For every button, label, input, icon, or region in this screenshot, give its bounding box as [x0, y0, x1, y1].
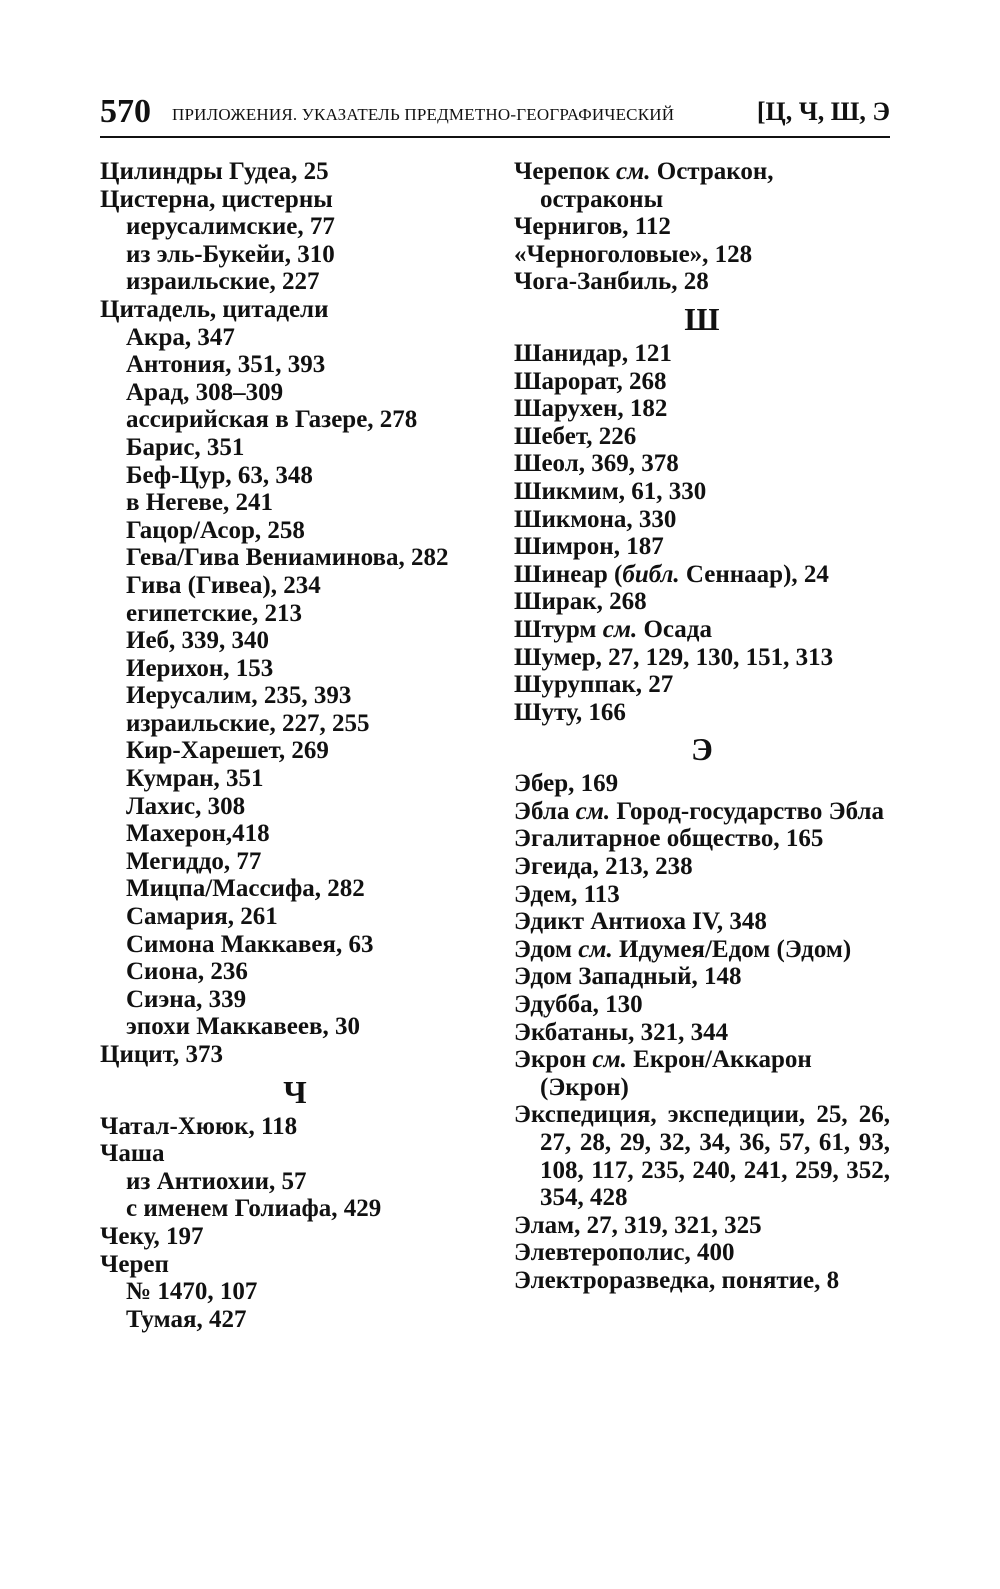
section-letter-ch: Ч [283, 1073, 307, 1110]
index-entry: Череп [100, 1250, 169, 1278]
cross-reference-marker: см. [592, 1046, 627, 1074]
index-entry: Эдикт Антиоха IV, 348 [514, 908, 767, 936]
index-subentry: Беф-Цур, 63, 348 [126, 461, 313, 489]
index-subentry: египетские, 213 [126, 599, 302, 627]
index-subentry: Иерусалим, 235, 393 [126, 682, 352, 710]
index-entry: Эгалитарное общество, 165 [514, 825, 824, 853]
index-entry: Эдем, 113 [514, 880, 620, 908]
index-subentry: Иеб, 339, 340 [126, 627, 270, 655]
index-entry: Электроразведка, понятие, 8 [514, 1266, 840, 1294]
index-entry: Черепок см. Остракон, остраконы [514, 158, 774, 213]
index-subentry: Кир-Харешет, 269 [126, 737, 329, 765]
index-subentry: Сиэна, 339 [126, 985, 247, 1013]
index-subentry: Махерон,418 [126, 820, 270, 848]
index-entry: Экбатаны, 321, 344 [514, 1018, 729, 1046]
index-column-right [514, 158, 890, 1295]
index-entry: Эбер, 169 [514, 770, 619, 798]
index-entry: Элам, 27, 319, 321, 325 [514, 1211, 762, 1239]
index-subentry: Антония, 351, 393 [126, 351, 326, 379]
cross-reference-marker: см. [616, 158, 651, 185]
index-subentry: из эль-Букейи, 310 [126, 240, 335, 268]
index-subentry: Арад, 308–309 [126, 378, 284, 406]
page-number: 570 [100, 93, 151, 130]
index-subentry: Сиона, 236 [126, 958, 248, 986]
index-entry: Шуту, 166 [514, 698, 626, 726]
index-entry: Чернигов, 112 [514, 213, 671, 241]
index-entry: Шимрон, 187 [514, 533, 664, 561]
index-entry: Экспедиция, экспедиции, 25, 26, 27, 28, 29, 32, 34, 36, 57, 61, 93, 108, 117, 235, 240, 241, 259, 352, 354, 428 [514, 1101, 890, 1212]
index-subentry: из Антиохии, 57 [126, 1167, 307, 1195]
running-title: ПРИЛОЖЕНИЯ. УКАЗАТЕЛЬ ПРЕДМЕТНО-ГЕОГРАФИЧЕСКИЙ [172, 105, 675, 124]
index-subentry: № 1470, 107 [126, 1278, 258, 1306]
section-letter-e: Э [691, 731, 713, 768]
index-subentry: Самария, 261 [126, 903, 278, 931]
index-subentry: Симона Маккавея, 63 [126, 930, 374, 958]
index-entry: Шанидар, 121 [514, 339, 672, 367]
index-entry: Шикмона, 330 [514, 505, 677, 533]
index-entry: Цилиндры Гудеа, 25 [100, 158, 329, 185]
index-entry: Цицит, 373 [100, 1041, 224, 1068]
index-entry: Эбла см. Город-государство Эбла [514, 797, 884, 825]
abbreviation-marker: библ. [622, 560, 680, 588]
index-subentry: Гацор/Асор, 258 [126, 516, 305, 544]
cross-reference-marker: см. [578, 935, 613, 963]
index-entry: Шеол, 369, 378 [514, 450, 679, 478]
index-entry: Эгеида, 213, 238 [514, 853, 693, 881]
index-subentry: ассирийская в Газере, 278 [126, 406, 418, 434]
index-subentry: Лахис, 308 [126, 792, 246, 820]
index-entry: Шикмим, 61, 330 [514, 477, 707, 505]
index-subentry: Мегиддо, 77 [126, 847, 262, 875]
index-subentry: эпохи Маккавеев, 30 [126, 1013, 360, 1041]
index-subentry: Иерихон, 153 [126, 654, 274, 682]
index-entry: Штурм см. Осада [514, 615, 712, 643]
index-entry: Эдубба, 130 [514, 991, 643, 1019]
index-subentry: с именем Голиафа, 429 [126, 1195, 382, 1223]
index-subentry: в Негеве, 241 [126, 489, 274, 517]
index-subentry: иерусалимские, 77 [126, 213, 335, 241]
index-entry: «Черноголовые», 128 [514, 240, 753, 268]
index-subentry: Акра, 347 [126, 323, 235, 351]
index-entry: Шарухен, 182 [514, 395, 668, 423]
index-subentry: Тумая, 427 [126, 1305, 247, 1333]
letters-range: [Ц, Ч, Ш, Э [756, 97, 890, 126]
index-entry: Чаша [100, 1140, 165, 1168]
index-entry: Чога-Занбиль, 28 [514, 268, 709, 296]
index-entry: Цитадель, цитадели [100, 295, 329, 323]
page-header [100, 92, 890, 138]
index-entry: Чеку, 197 [100, 1222, 204, 1250]
cross-reference-marker: см. [602, 615, 638, 643]
index-entry: Шебет, 226 [514, 422, 637, 450]
index-entry: Цистерна, цистерны [100, 185, 333, 213]
cross-reference-marker: см. [575, 797, 611, 825]
index-entry: Шумер, 27, 129, 130, 151, 313 [514, 643, 834, 671]
index-column-left [100, 158, 490, 1333]
index-subentry: Барис, 351 [126, 433, 245, 461]
index-entry: Шуруппак, 27 [514, 671, 674, 699]
index-subentry: Гева/Гива Вениаминова, 282 [126, 544, 449, 572]
index-entry: Эдом см. Идумея/Едом (Эдом) [514, 935, 852, 963]
index-entry: Шарорат, 268 [514, 367, 667, 395]
section-letter-sh: Ш [684, 300, 720, 337]
index-entry: Ширак, 268 [514, 588, 647, 616]
index-subentry: Гива (Гивеа), 234 [126, 571, 321, 599]
index-subentry: Кумран, 351 [126, 765, 264, 793]
index-entry: Экрон см. Екрон/Аккарон (Экрон) [514, 1046, 812, 1101]
index-subentry: израильские, 227, 255 [126, 709, 370, 737]
index-entry: Эдом Западный, 148 [514, 963, 742, 991]
index-entry: Чатал-Хююк, 118 [100, 1112, 298, 1140]
index-entry: Элевтерополис, 400 [514, 1239, 735, 1267]
index-entry: Шинеар (библ. Сеннаар), 24 [514, 560, 829, 588]
index-subentry: израильские, 227 [126, 268, 320, 296]
index-subentry: Мицпа/Массифа, 282 [126, 875, 365, 903]
